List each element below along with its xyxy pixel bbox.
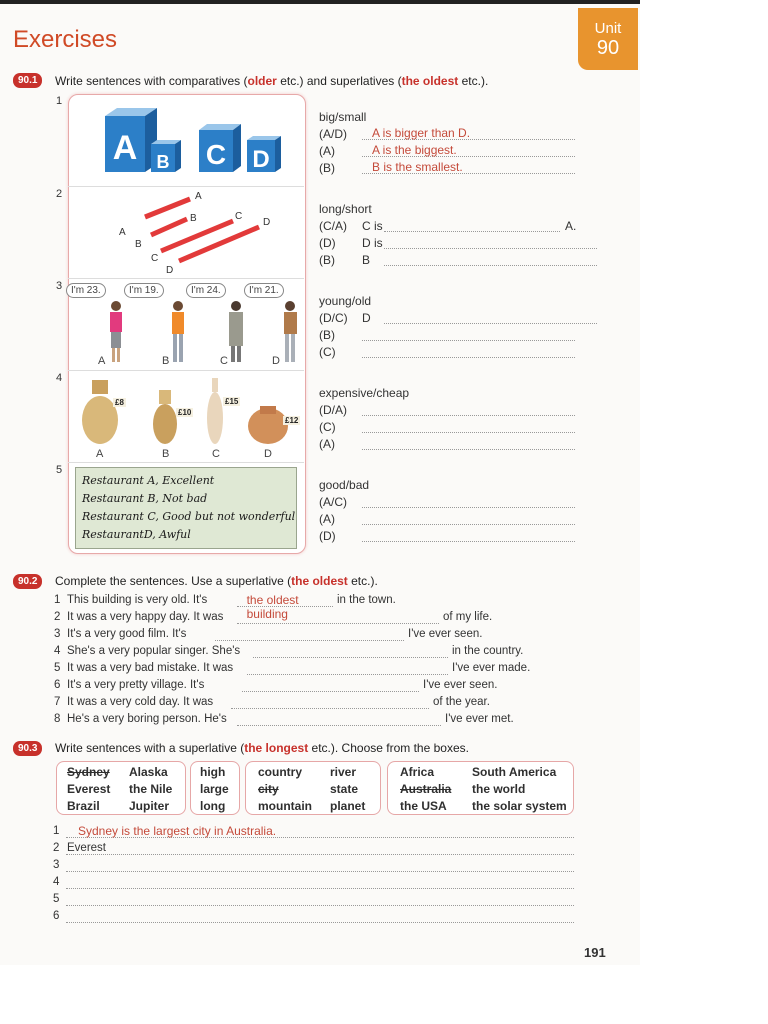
sentence-number: 3 (54, 628, 61, 640)
word: the USA (400, 799, 447, 813)
note-line: Restaurant A, Excellent (82, 474, 215, 487)
line-letter: B (190, 213, 197, 224)
speech-bubble: I'm 23. (66, 283, 106, 298)
note-line: Restaurant B, Not bad (82, 492, 208, 505)
item-number: 3 (56, 280, 63, 292)
line-letter: A (195, 191, 202, 202)
speech-bubble: I'm 19. (124, 283, 164, 298)
word: Sydney (67, 765, 110, 779)
answer-field[interactable] (384, 311, 597, 324)
lines-illustration (115, 189, 285, 277)
line-letter: B (135, 239, 142, 250)
answer-field[interactable] (362, 144, 575, 157)
group-heading: young/old (319, 294, 372, 308)
person-letter: B (162, 355, 170, 367)
word: planet (330, 799, 366, 813)
answer-line[interactable] (66, 893, 574, 906)
word: high (200, 765, 226, 779)
row-label: (D/A) (319, 403, 347, 417)
row-label: (A) (319, 437, 335, 451)
sentence-blank[interactable] (247, 662, 448, 675)
instruction-text: Write sentences with a superlative ( (55, 741, 245, 755)
note-line: RestaurantD, Awful (82, 528, 191, 541)
handwritten-answer: B is the smallest. (372, 160, 463, 174)
instruction-text: Complete the sentences. Use a superlative ( (55, 574, 292, 588)
sentence-number: 5 (54, 662, 61, 674)
answer-line[interactable] (66, 842, 574, 855)
group-heading: big/small (319, 110, 367, 124)
blocks-illustration (95, 104, 295, 184)
word: country (258, 765, 303, 779)
sentence-ending: of my life. (443, 611, 493, 623)
sentence-blank[interactable] (242, 679, 419, 692)
sentence-text: It was a very bad mistake. It was (67, 662, 234, 674)
block-letter: A (112, 129, 138, 167)
price-tag: £15 (225, 397, 239, 406)
instruction-highlight: older (247, 74, 277, 88)
item-number: 5 (56, 464, 63, 476)
price-tag: £12 (285, 416, 299, 425)
page-number: 191 (584, 945, 606, 960)
line-number: 3 (53, 859, 60, 871)
sentence-ending: I've ever made. (452, 662, 531, 674)
sentence-text: It was a very happy day. It was (67, 611, 224, 623)
vase-letter: C (212, 448, 220, 460)
group-heading: good/bad (319, 478, 370, 492)
answer-line[interactable] (66, 859, 574, 872)
word-box-adjectives (190, 761, 240, 815)
line-letter: A (119, 227, 126, 238)
row-label: (A) (319, 144, 335, 158)
word: Jupiter (129, 799, 170, 813)
instruction-text: Write sentences with comparatives ( (55, 74, 248, 88)
handwritten-answer: the oldest building (246, 593, 299, 621)
row-label: (C/A) (319, 219, 347, 233)
word: mountain (258, 799, 312, 813)
sentence-ending: I've ever met. (445, 713, 514, 725)
sentence-blank[interactable] (253, 645, 449, 658)
sentence-ending: I've ever seen. (408, 628, 483, 640)
answer-line[interactable] (66, 876, 574, 889)
row-prefix: D is (362, 236, 383, 250)
page-title: Exercises (13, 26, 118, 53)
line-number: 2 (53, 842, 60, 854)
group-heading: expensive/cheap (319, 386, 410, 400)
answer-field[interactable] (384, 219, 560, 232)
answer-field[interactable] (362, 437, 575, 450)
row-prefix: C is (362, 219, 383, 233)
divider (68, 370, 304, 371)
word: city (258, 782, 279, 796)
instruction-text: etc.). (458, 74, 489, 88)
vase-letter: D (264, 448, 272, 460)
sentence-text: It was a very cold day. It was (67, 696, 214, 708)
instruction-highlight: the oldest (401, 74, 459, 88)
sentence-text: She's a very popular singer. She's (67, 645, 241, 657)
answer-field[interactable] (362, 345, 575, 358)
line-number: 5 (53, 893, 60, 905)
sentence-number: 6 (54, 679, 61, 691)
sentence-ending: in the country. (452, 645, 524, 657)
row-prefix: D (362, 311, 371, 325)
vase-letter: B (162, 448, 170, 460)
word: South America (472, 765, 557, 779)
sentence-ending: I've ever seen. (423, 679, 498, 691)
item-number: 1 (56, 95, 63, 107)
line-prefix: Everest (67, 842, 106, 854)
word-box-regions (387, 761, 574, 815)
instruction-text: etc.). Choose from the boxes. (308, 741, 469, 755)
exercise-badge: 90.3 (13, 741, 42, 756)
row-label: (B) (319, 253, 335, 267)
word: Everest (67, 782, 111, 796)
unit-tab (578, 8, 638, 70)
sentence-blank[interactable] (237, 713, 441, 726)
divider (68, 462, 304, 463)
word: long (200, 799, 226, 813)
instruction-text: etc.). (347, 574, 378, 588)
row-label: (B) (319, 161, 335, 175)
block-letter: B (156, 152, 170, 172)
unit-label: Unit (594, 20, 622, 37)
answer-field[interactable] (362, 495, 575, 508)
line-letter: C (235, 211, 243, 222)
person-letter: A (98, 355, 106, 367)
word-box-places (56, 761, 186, 815)
row-label: (D) (319, 529, 336, 543)
vase-letter: A (96, 448, 104, 460)
price-tag: £10 (178, 408, 192, 417)
answer-field[interactable] (384, 236, 597, 249)
exercise-instruction (55, 741, 469, 755)
line-number: 4 (53, 876, 60, 888)
exercise-instruction (55, 74, 488, 88)
person-letter: C (220, 355, 228, 367)
item-number: 2 (56, 188, 63, 200)
row-label: (D) (319, 236, 336, 250)
instruction-highlight: the oldest (291, 574, 348, 588)
answer-field[interactable] (362, 403, 575, 416)
word: state (330, 782, 359, 796)
sentence-number: 2 (54, 611, 61, 623)
answer-line[interactable] (66, 910, 574, 923)
row-label: (C) (319, 420, 336, 434)
sentence-text: It's a very good film. It's (67, 628, 187, 640)
instruction-text: etc.) and superlatives ( (276, 74, 402, 88)
row-label: (C) (319, 345, 336, 359)
handwritten-answer: A is bigger than D. (372, 126, 471, 140)
answer-field[interactable] (362, 328, 575, 341)
line-number: 1 (53, 825, 60, 837)
sentence-blank[interactable] (237, 611, 439, 624)
answer-field[interactable] (362, 512, 575, 525)
note-line: Restaurant C, Good but not wonderful (82, 510, 296, 523)
word: Brazil (67, 799, 100, 813)
row-prefix: B (362, 253, 371, 267)
sentence-blank[interactable] (215, 628, 404, 641)
word: river (330, 765, 357, 779)
exercise-badge: 90.2 (13, 574, 42, 589)
group-heading: long/short (319, 202, 372, 216)
answer-field[interactable] (384, 253, 597, 266)
line-letter: C (151, 253, 159, 264)
exercise-instruction (55, 574, 378, 588)
answer-line[interactable] (66, 825, 574, 838)
word-box-nouns (245, 761, 381, 815)
answer-field[interactable] (362, 127, 575, 140)
line-letter: D (166, 265, 174, 276)
divider (68, 186, 304, 187)
instruction-highlight: the longest (244, 741, 309, 755)
sentence-text: It's a very pretty village. It's (67, 679, 205, 691)
word: the solar system (472, 799, 567, 813)
sentence-ending: in the town. (337, 594, 396, 606)
word: large (200, 782, 229, 796)
speech-bubble: I'm 21. (244, 283, 284, 298)
line-letter: D (263, 217, 271, 228)
answer-field[interactable] (362, 161, 575, 174)
sentence-number: 7 (54, 696, 61, 708)
handwritten-answer: A is the biggest. (372, 143, 457, 157)
person-letter: D (272, 355, 280, 367)
word: Africa (400, 765, 435, 779)
sentence-text: This building is very old. It's (67, 594, 208, 606)
speech-bubble: I'm 24. (186, 283, 226, 298)
exercise-badge: 90.1 (13, 73, 42, 88)
word: the Nile (129, 782, 173, 796)
row-label: (A/D) (319, 127, 347, 141)
unit-number: 90 (596, 37, 620, 59)
row-label: (B) (319, 328, 335, 342)
sentence-ending: of the year. (433, 696, 490, 708)
divider (68, 278, 304, 279)
sentence-blank[interactable] (231, 696, 429, 709)
row-label: (A/C) (319, 495, 347, 509)
row-suffix: A. (565, 219, 577, 233)
word: Alaska (129, 765, 168, 779)
line-number: 6 (53, 910, 60, 922)
sentence-number: 4 (54, 645, 61, 657)
people-illustration (100, 300, 300, 366)
sentence-blank[interactable] (237, 593, 333, 621)
restaurant-note (75, 467, 297, 549)
price-tag: £8 (115, 398, 124, 407)
answer-field[interactable] (362, 420, 575, 433)
handwritten-answer: Sydney is the largest city in Australia. (78, 824, 277, 838)
row-label: (D/C) (319, 311, 348, 325)
word: the world (472, 782, 526, 796)
block-letter: D (252, 146, 270, 173)
answer-field[interactable] (362, 529, 575, 542)
sentence-number: 8 (54, 713, 61, 725)
sentence-number: 1 (54, 594, 61, 606)
sentence-text: He's a very boring person. He's (67, 713, 227, 725)
word: Australia (400, 782, 452, 796)
row-label: (A) (319, 512, 335, 526)
block-letter: C (205, 139, 227, 170)
item-number: 4 (56, 372, 63, 384)
